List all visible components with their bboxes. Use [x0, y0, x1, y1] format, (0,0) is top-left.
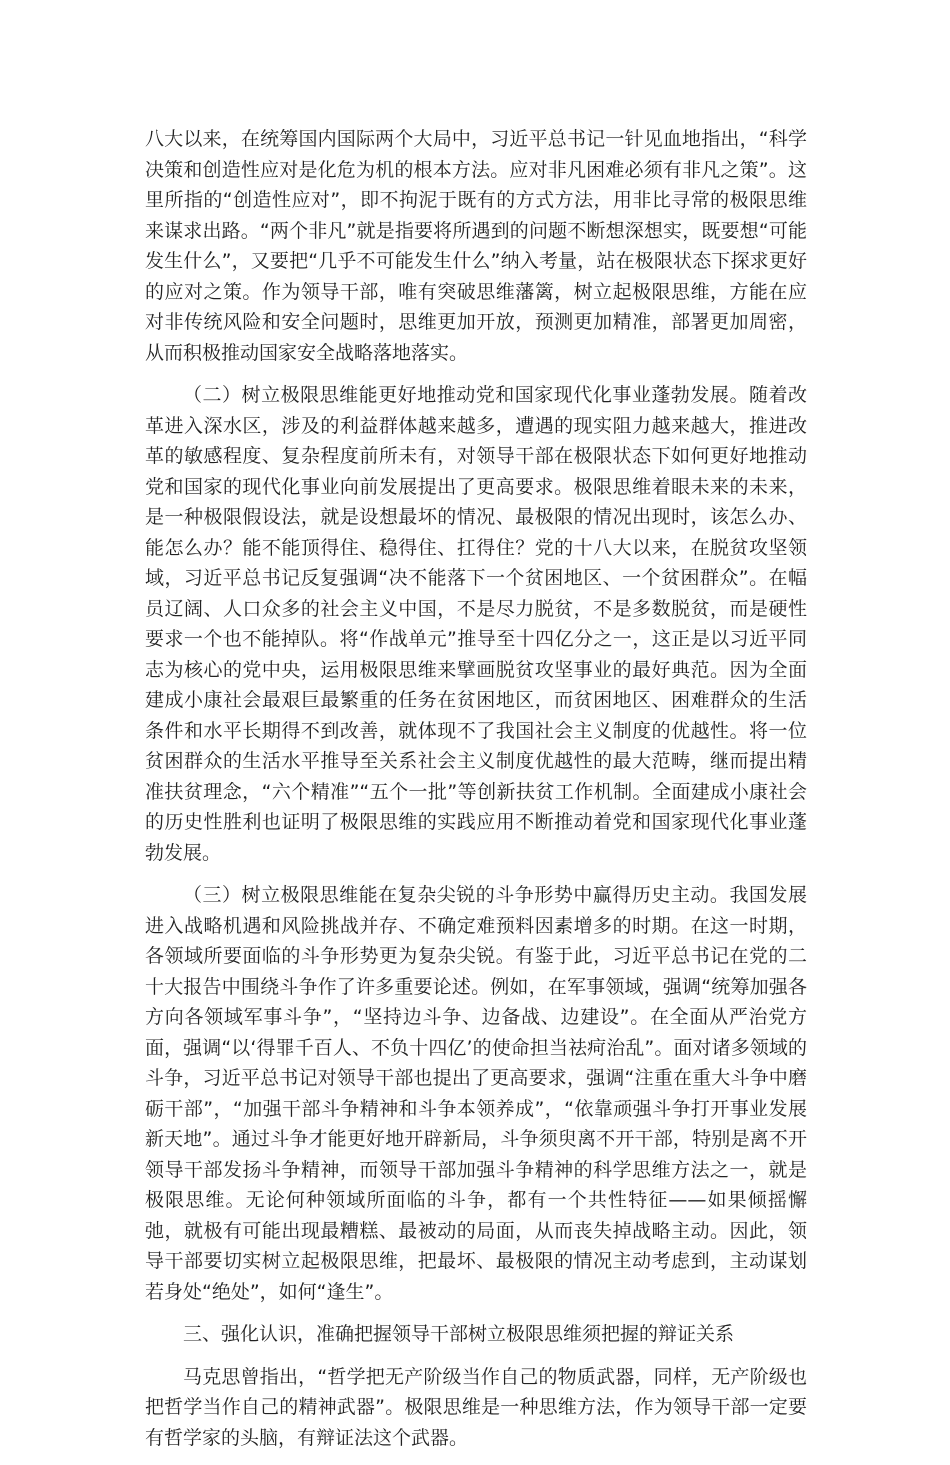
paragraph-marx-quote: 马克思曾指出，“哲学把无产阶级当作自己的物质武器，同样，无产阶级也把哲学当作自己的精神武器”。极限思维是一种思维方法，作为领导干部一定要有哲学家的头脑，有辩证法这个武器。 — [145, 1365, 807, 1449]
paragraph-intro-continuation: 八大以来，在统筹国内国际两个大局中，习近平总书记一针见血地指出，“科学决策和创造性应对是化危为机的根本方法。应对非凡困难必须有非凡之策”。这里所指的“创造性应对”，即不拘泥于既有的方式方法，用非比寻常的极限思维来谋求出路。“两个非凡”就是指要将所遇到的问题不断想深想实，既要想“可能发生什么”，又要把“几乎不可能发生什么”纳入考量，站在极限状态下探求更好的应对之策。作为领导干部，唯有突破思维藩篱，树立起极限思维，方能在应对非传统风险和安全问题时，思维更加开放，预测更加精准，部署更加周密，从而积极推动国家安全战略落地落实。 — [145, 128, 807, 364]
paragraph-section-3: （三）树立极限思维能在复杂尖锐的斗争形势中赢得历史主动。我国发展进入战略机遇和风险挑战并存、不确定难预料因素增多的时期。在这一时期，各领域所要面临的斗争形势更为复杂尖锐。有鉴于此，习近平总书记在党的二十大报告中围绕斗争作了许多重要论述。例如，在军事领域，强调“统筹加强各方向各领域军事斗争”，“坚持边斗争、边备战、边建设”。在全面从严治党方面，强调“以‘得罪千百人、不负十四亿’的使命担当祛疴治乱”。面对诸多领域的斗争，习近平总书记对领导干部也提出了更高要求，强调“注重在重大斗争中磨砺干部”，“加强干部斗争精神和斗争本领养成”，“依靠顽强斗争打开事业发展新天地”。通过斗争才能更好地开辟新局，斗争须臾离不开干部，特别是离不开领导干部发扬斗争精神，而领导干部加强斗争精神的科学思维方法之一，就是极限思维。无论何种领域所面临的斗争，都有一个共性特征——如果倾摇懈弛，就极有可能出现最糟糕、最被动的局面，从而丧失掉战略主动。因此，领导干部要切实树立起极限思维，把最坏、最极限的情况主动考虑到，主动谋划若身处“绝处”，如何“逢生”。 — [145, 884, 807, 1303]
document-body — [145, 124, 807, 1465]
paragraph-section-2: （二）树立极限思维能更好地推动党和国家现代化事业蓬勃发展。随着改革进入深水区，涉及的利益群体越来越多，遭遇的现实阻力越来越大，推进改革的敏感程度、复杂程度前所未有，对领导干部在极限状态下如何更好地推动党和国家的现代化事业向前发展提出了更高要求。极限思维着眼未来的未来，是一种极限假设法，就是设想最坏的情况、最极限的情况出现时，该怎么办、能怎么办？能不能顶得住、稳得住、扛得住？党的十八大以来，在脱贫攻坚领域，习近平总书记反复强调“决不能落下一个贫困地区、一个贫困群众”。在幅员辽阔、人口众多的社会主义中国，不是尽力脱贫，不是多数脱贫，而是硬性要求一个也不能掉队。将“作战单元”推导至十四亿分之一，这正是以习近平同志为核心的党中央，运用极限思维来擘画脱贫攻坚事业的最好典范。因为全面建成小康社会最艰巨最繁重的任务在贫困地区，而贫困地区、困难群众的生活条件和水平长期得不到改善，就体现不了我国社会主义制度的优越性。将一位贫困群众的生活水平推导至关系社会主义制度优越性的最大范畴，继而提出精准扶贫理念，“六个精准”“五个一批”等创新扶贫工作机制。全面建成小康社会的历史性胜利也证明了极限思维的实践应用不断推动着党和国家现代化事业蓬勃发展。 — [145, 384, 807, 864]
heading-part-three: 三、强化认识，准确把握领导干部树立极限思维须把握的辩证关系 — [183, 1323, 735, 1345]
